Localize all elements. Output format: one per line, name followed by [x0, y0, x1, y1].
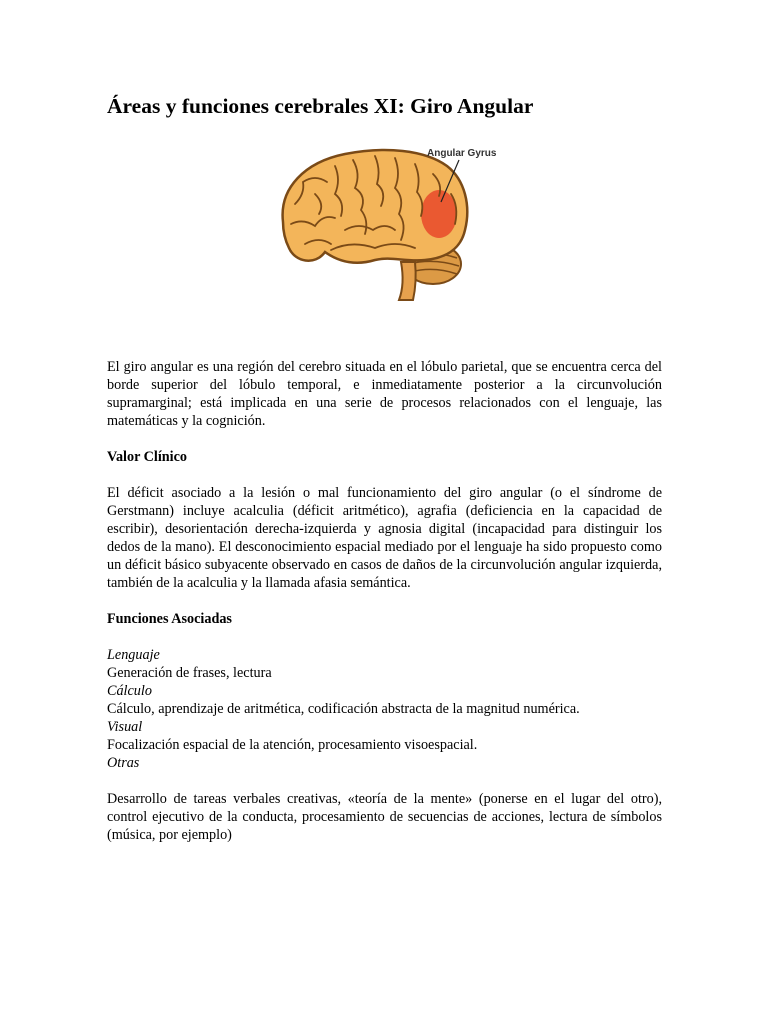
brain-diagram — [275, 144, 515, 304]
document-body — [107, 358, 662, 844]
functions-heading: Funciones Asociadas — [107, 611, 232, 627]
brain-illustration — [275, 144, 515, 304]
document-title: Áreas y funciones cerebrales XI: Giro Angular — [107, 94, 534, 118]
other-functions-paragraph: Desarrollo de tareas verbales creativas, «teoría de la mente» (ponerse en el lugar del otro), control ejecutivo de la conducta, procesamiento de secuencias de acciones, lectura de símbolos (música, por ejemplo) — [107, 791, 662, 843]
function-desc-lenguaje: Generación de frases, lectura — [107, 665, 272, 681]
clinical-paragraph: El déficit asociado a la lesión o mal funcionamiento del giro angular (o el síndrome de Gerstmann) incluye acalculia (déficit aritmético), agrafia (deficiencia en la capacidad de escribir), desorientación derecha-izquierda y agnosia digital (incapacidad para distinguir los dedos de la mano). El desconocimiento espacial mediado por el lenguaje ha sido propuesto como un déficit básico subyacente observado en casos de daños de la circunvolución angular izquierda, también de la acalculia y la llamada afasia semántica. — [107, 485, 662, 591]
function-desc-calculo: Cálculo, aprendizaje de aritmética, codificación abstracta de la magnitud numérica. — [107, 701, 580, 717]
function-name-calculo: Cálculo — [107, 683, 152, 699]
function-desc-visual: Focalización espacial de la atención, procesamiento visoespacial. — [107, 737, 478, 753]
angular-gyrus-label: Angular Gyrus — [427, 148, 497, 159]
function-name-lenguaje: Lenguaje — [107, 647, 160, 663]
brainstem-shape — [399, 262, 416, 300]
function-name-visual: Visual — [107, 719, 143, 735]
clinical-heading: Valor Clínico — [107, 449, 188, 465]
function-name-otras: Otras — [107, 755, 140, 771]
intro-paragraph: El giro angular es una región del cerebro situada en el lóbulo parietal, que se encuentra cerca del borde superior del lóbulo temporal, e inmediatamente posterior a la circunvolución supramarginal; está implicada en una serie de procesos relacionados con el lenguaje, las matemáticas y la cognición. — [107, 359, 662, 429]
document-page — [107, 92, 662, 843]
angular-gyrus-highlight — [421, 190, 457, 238]
